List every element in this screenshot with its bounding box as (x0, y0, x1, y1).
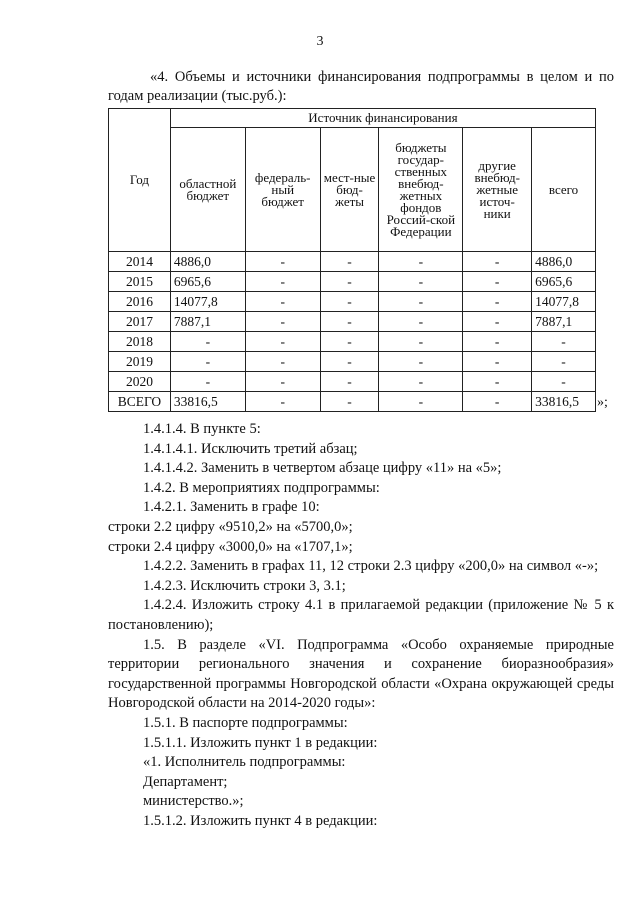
table-cell: 6965,6 (170, 272, 245, 292)
year-cell: 2019 (109, 352, 171, 372)
table-cell: - (320, 392, 379, 412)
paragraph: 1.5.1. В паспорте подпрограммы: (143, 714, 348, 731)
table-cell: - (170, 372, 245, 392)
table-cell: - (463, 352, 532, 372)
year-cell: 2014 (109, 252, 171, 272)
table-cell: - (320, 352, 379, 372)
table-cell: - (170, 332, 245, 352)
table-cell: 4886,0 (532, 252, 596, 272)
table-cell: - (245, 352, 320, 372)
table-cell: - (320, 372, 379, 392)
year-cell: 2015 (109, 272, 171, 292)
table-row-total (109, 392, 596, 412)
table-cell: - (532, 352, 596, 372)
year-cell: 2020 (109, 372, 171, 392)
table-cell: - (320, 332, 379, 352)
table-cell: - (245, 252, 320, 272)
paragraph: строки 2.4 цифру «3000,0» на «1707,1»; (108, 538, 353, 555)
table-cell: - (463, 392, 532, 412)
paragraph: Департамент; (143, 773, 228, 790)
col-header-regional: областной бюджет (170, 128, 245, 252)
table-cell: 33816,5 (170, 392, 245, 412)
table-cell: - (463, 252, 532, 272)
table-row (109, 292, 596, 312)
table-cell: - (463, 272, 532, 292)
table-row (109, 372, 596, 392)
table-cell: - (320, 292, 379, 312)
paragraph: 1.4.2.2. Заменить в графах 11, 12 строки 2.3 цифру «200,0» на символ «-»; (143, 558, 599, 575)
table-cell: - (379, 272, 463, 292)
table-cell: 33816,5 (532, 392, 596, 412)
table-cell: - (170, 352, 245, 372)
paragraph: 1.4.2.1. Заменить в графе 10: (143, 499, 320, 516)
paragraph: строки 2.2 цифру «9510,2» на «5700,0»; (108, 518, 353, 535)
paragraph: 1.4.2.4. Изложить строку 4.1 в прилагаемой редакции (приложение № 5 к постановлению); (108, 597, 614, 633)
table-row (109, 332, 596, 352)
table-cell: - (379, 312, 463, 332)
paragraph: 1.4.1.4. В пункте 5: (143, 421, 261, 437)
col-header-local: мест-ные бюд-жеты (320, 128, 379, 252)
table-cell: 14077,8 (532, 292, 596, 312)
table-cell: - (245, 272, 320, 292)
col-header-state-funds: бюджеты государ-ственных внебюд-жетных фондов Россий-ской Федерации (379, 128, 463, 252)
paragraph: «1. Исполнитель подпрограммы: (143, 754, 346, 771)
table-cell: - (320, 252, 379, 272)
table-cell: - (245, 332, 320, 352)
table-cell: - (532, 372, 596, 392)
table-cell: - (379, 392, 463, 412)
table-closing-quote: »; (597, 395, 608, 410)
table-cell: - (245, 372, 320, 392)
page-number: 3 (316, 34, 324, 49)
table-cell: - (463, 292, 532, 312)
source-header: Источник финансирования (170, 109, 595, 128)
paragraph: 1.5.1.2. Изложить пункт 4 в редакции: (143, 812, 378, 829)
table-cell: - (245, 312, 320, 332)
table-cell: - (320, 272, 379, 292)
year-cell: 2016 (109, 292, 171, 312)
table-row (109, 252, 596, 272)
paragraph: министерство.»; (143, 793, 244, 810)
table-cell: - (379, 332, 463, 352)
paragraph: 1.4.2. В мероприятиях подпрограммы: (143, 479, 380, 496)
section-heading-line-2: годам реализации (тыс.руб.): (108, 88, 287, 104)
table-row (109, 272, 596, 292)
table-cell: - (245, 292, 320, 312)
paragraph: 1.5. В разделе «VI. Подпрограмма «Особо охраняемые природные территории регионального значения и сохранение биоразнообразия» государственной программы Новгородской области «Охрана окружающей среды Новгородской области на 2014-2020 годы»: (108, 636, 614, 712)
year-cell: 2018 (109, 332, 171, 352)
paragraph: 1.4.1.4.1. Исключить третий абзац; (143, 440, 358, 457)
paragraph: 1.4.2.3. Исключить строки 3, 3.1; (143, 577, 346, 594)
table-cell: - (379, 352, 463, 372)
table-cell: - (379, 292, 463, 312)
table-cell: - (379, 252, 463, 272)
table-cell: - (463, 372, 532, 392)
table-cell: 14077,8 (170, 292, 245, 312)
section-heading (108, 68, 614, 106)
financing-table (108, 108, 596, 412)
table-cell: 4886,0 (170, 252, 245, 272)
year-cell: 2017 (109, 312, 171, 332)
table-cell: - (245, 392, 320, 412)
year-header: Год (109, 109, 171, 252)
table-row (109, 352, 596, 372)
table-cell: 6965,6 (532, 272, 596, 292)
table-cell: - (320, 312, 379, 332)
col-header-other: другие внебюд-жетные источ-ники (463, 128, 532, 252)
section-heading-line-1: «4. Объемы и источники финансирования подпрограммы в целом и по (150, 69, 614, 85)
document-body (108, 420, 614, 831)
col-header-total: всего (532, 128, 596, 252)
table-cell: - (379, 372, 463, 392)
table-cell: - (532, 332, 596, 352)
table-cell: 7887,1 (170, 312, 245, 332)
paragraph: 1.4.1.4.2. Заменить в четвертом абзаце цифру «11» на «5»; (143, 460, 502, 477)
col-header-federal: федераль-ный бюджет (245, 128, 320, 252)
paragraph: 1.5.1.1. Изложить пункт 1 в редакции: (143, 734, 378, 751)
table-row (109, 312, 596, 332)
table-cell: 7887,1 (532, 312, 596, 332)
year-cell: ВСЕГО (109, 392, 171, 412)
table-cell: - (463, 312, 532, 332)
table-cell: - (463, 332, 532, 352)
